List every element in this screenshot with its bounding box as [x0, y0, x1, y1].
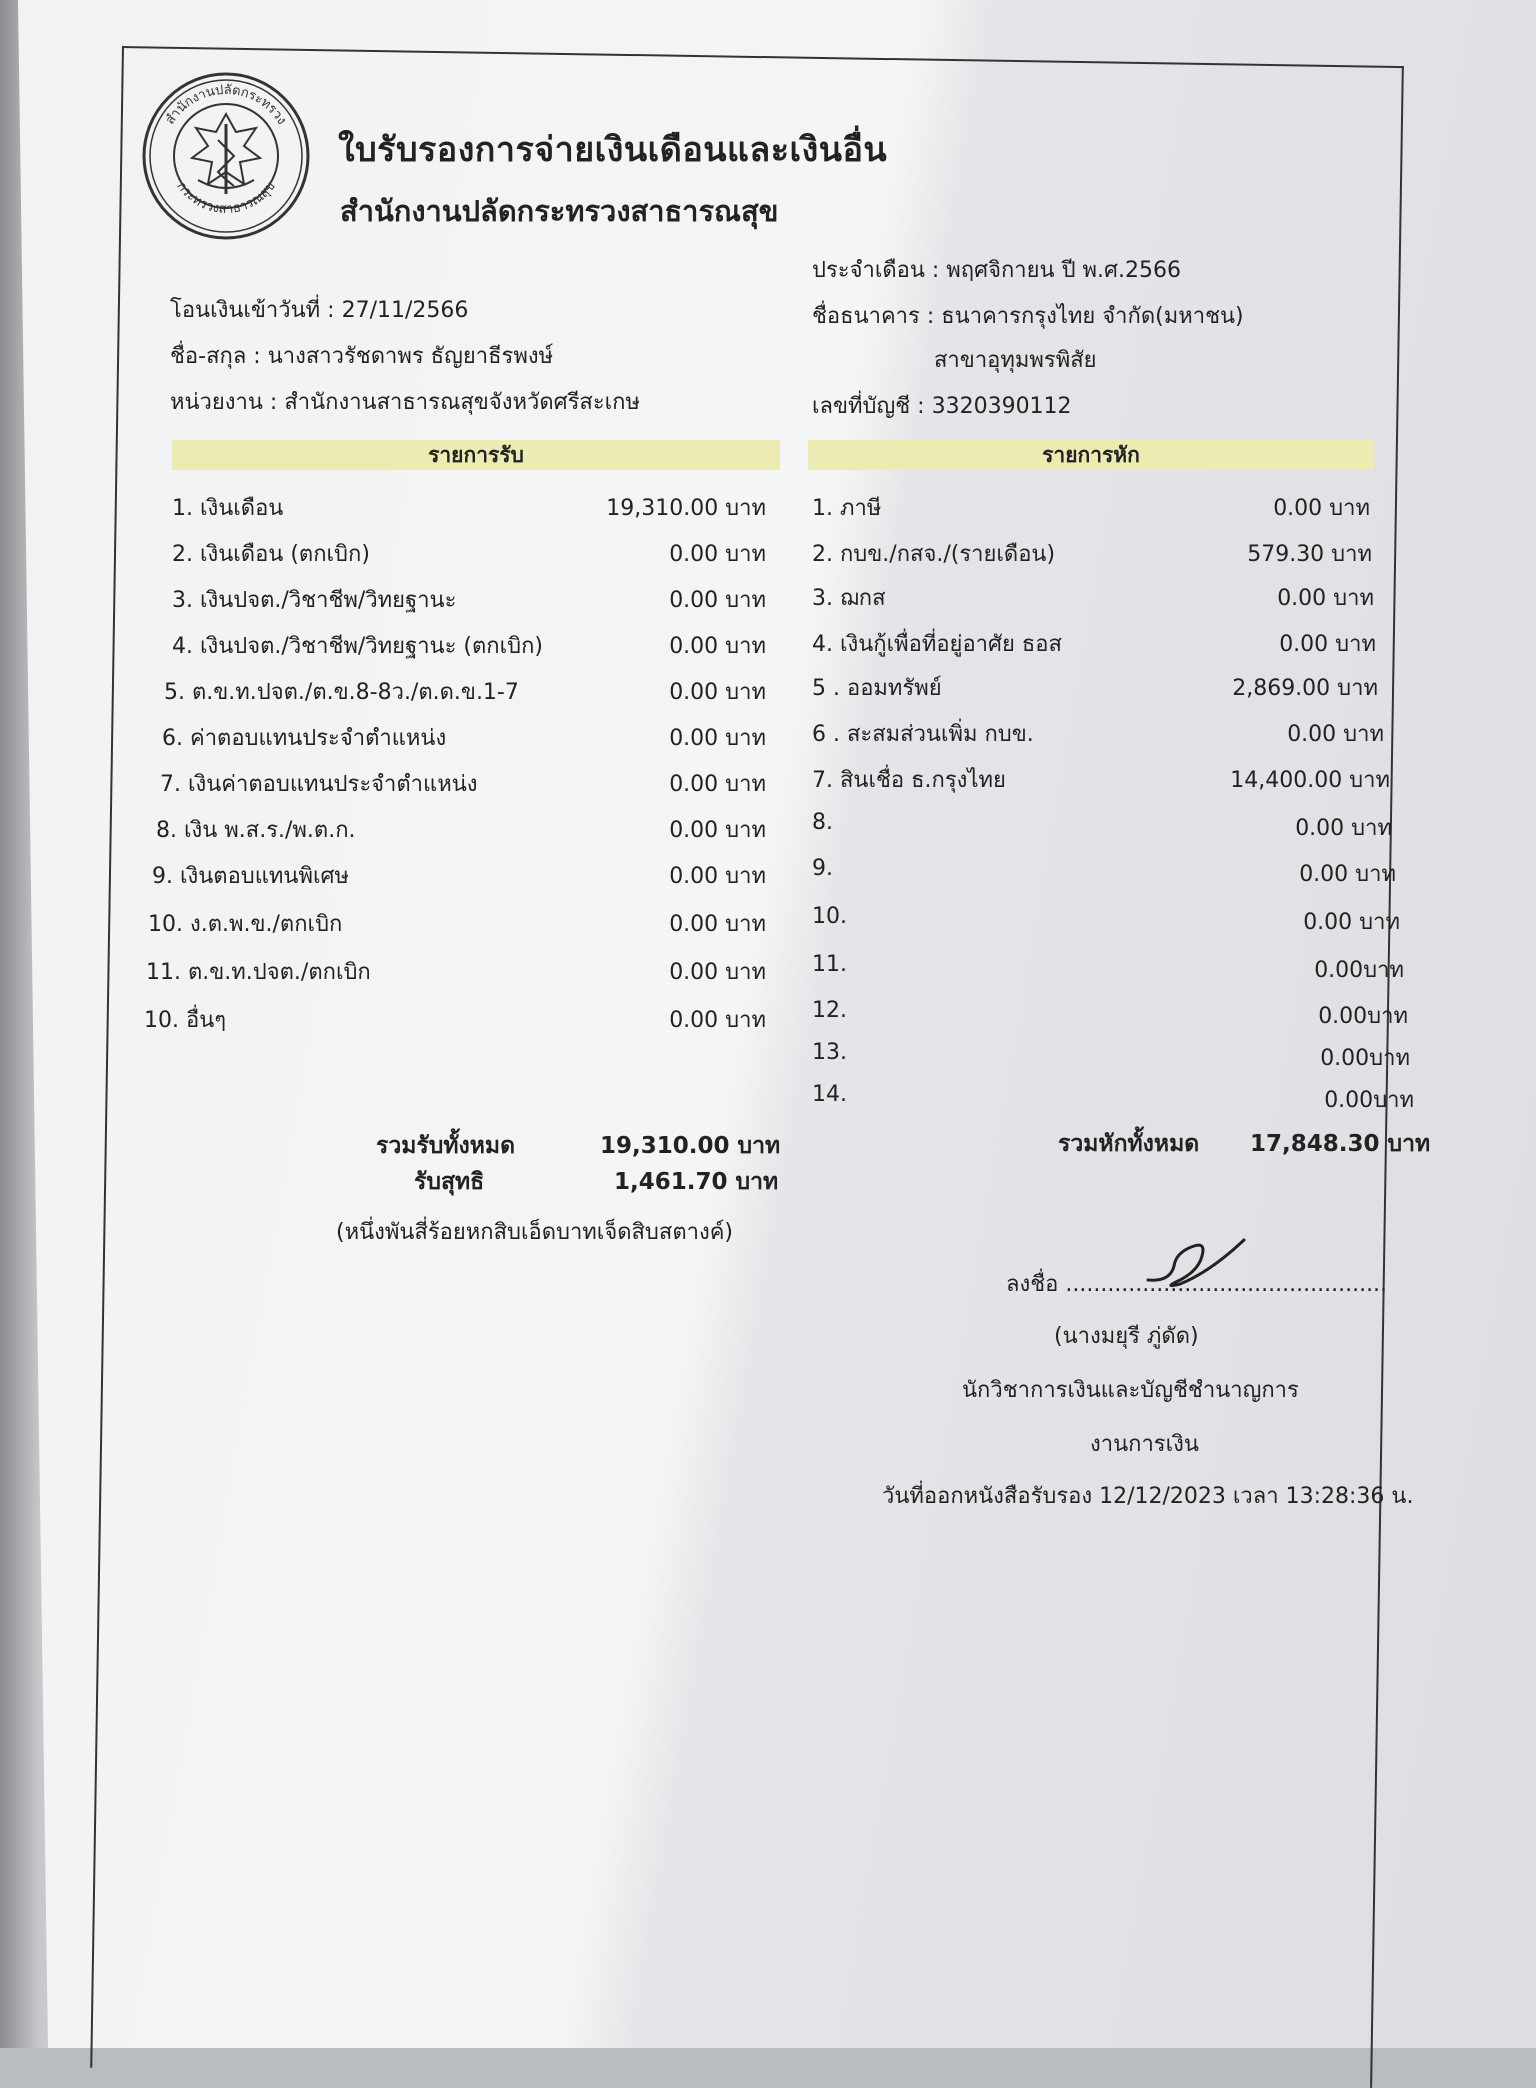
deduction-item-label: 11.	[812, 952, 847, 977]
handwritten-signature	[1140, 1232, 1250, 1292]
income-item-label: 2. เงินเดือน (ตกเบิก)	[172, 542, 370, 567]
net-pay-label: รับสุทธิ	[414, 1169, 485, 1195]
deduction-item-label: 2. กบข./กสจ./(รายเดือน)	[812, 542, 1056, 567]
deduction-item-amount: 0.00 บาท	[1295, 816, 1392, 841]
net-pay-in-words: (หนึ่งพันสี่ร้อยหกสิบเอ็ดบาทเจ็ดสิบสตางค์)	[336, 1220, 734, 1245]
seal-inner-text: กระทรวงสาธารณสุข	[173, 179, 279, 218]
pay-month: ประจำเดือน : พฤศจิกายน ปี พ.ศ.2566	[812, 258, 1181, 283]
deduction-item-label: 1. ภาษี	[812, 496, 882, 521]
deduction-item-amount: 0.00 บาท	[1273, 496, 1370, 521]
deduction-item-amount: 0.00 บาท	[1287, 722, 1384, 747]
deduction-item-amount: 0.00บาท	[1320, 1046, 1410, 1071]
income-item-amount: 0.00 บาท	[669, 588, 766, 613]
deduction-item-label: 5 . ออมทรัพย์	[812, 676, 942, 701]
seal-outer-text: สำนักงานปลัดกระทรวง	[162, 82, 290, 128]
document-subtitle: สำนักงานปลัดกระทรวงสาธารณสุข	[340, 194, 779, 228]
income-item-label: 10. อื่นๆ	[144, 1008, 227, 1033]
deduction-item-amount: 0.00บาท	[1324, 1088, 1414, 1113]
income-item-amount: 0.00 บาท	[669, 726, 766, 751]
income-item-label: 6. ค่าตอบแทนประจำตำแหน่ง	[162, 726, 447, 751]
signer-position: นักวิชาการเงินและบัญชีชำนาญการ	[962, 1378, 1299, 1403]
income-total-label: รวมรับทั้งหมด	[376, 1133, 516, 1159]
income-item-label: 10. ง.ต.พ.ข./ตกเบิก	[148, 912, 343, 937]
document-title: ใบรับรองการจ่ายเงินเดือนและเงินอื่น	[338, 130, 888, 170]
income-item-label: 3. เงินปจต./วิชาชีพ/วิทยฐานะ	[172, 588, 457, 613]
ministry-seal-icon	[140, 70, 312, 242]
income-item-amount: 0.00 บาท	[669, 772, 766, 797]
income-item-label: 11. ต.ข.ท.ปจต./ตกเบิก	[146, 960, 371, 985]
income-item-amount: 0.00 บาท	[669, 818, 766, 843]
income-item-label: 9. เงินตอบแทนพิเศษ	[152, 864, 349, 889]
deduction-item-amount: 0.00 บาท	[1299, 862, 1396, 887]
income-total-amount: 19,310.00 บาท	[600, 1133, 781, 1159]
account-number: เลขที่บัญชี : 3320390112	[812, 394, 1072, 419]
deduction-item-label: 12.	[812, 998, 847, 1023]
signer-name: (นางมยุรี ภู่ดัด)	[1054, 1324, 1199, 1349]
income-item-label: 4. เงินปจต./วิชาชีพ/วิทยฐานะ (ตกเบิก)	[172, 634, 543, 659]
svg-text:สำนักงานปลัดกระทรวง	[163, 83, 289, 128]
deduction-item-amount: 0.00 บาท	[1303, 910, 1400, 935]
income-item-amount: 0.00 บาท	[669, 912, 766, 937]
deduction-total-amount: 17,848.30 บาท	[1250, 1131, 1431, 1157]
deduction-item-label: 9.	[812, 856, 833, 881]
income-item-label: 5. ต.ข.ท.ปจต./ต.ข.8-8ว./ต.ด.ข.1-7	[164, 680, 519, 705]
deduction-item-amount: 0.00 บาท	[1277, 586, 1374, 611]
deduction-item-label: 8.	[812, 810, 833, 835]
deduction-item-amount: 579.30 บาท	[1247, 542, 1372, 567]
deduction-item-label: 7. สินเชื่อ ธ.กรุงไทย	[812, 768, 1006, 793]
deduction-header: รายการหัก	[808, 440, 1374, 470]
employee-unit: หน่วยงาน : สำนักงานสาธารณสุขจังหวัดศรีสะเกษ	[170, 390, 640, 415]
employee-name: ชื่อ-สกุล : นางสาวรัชดาพร ธัญยาธีรพงษ์	[170, 344, 554, 369]
deduction-item-label: 10.	[812, 904, 847, 929]
income-item-amount: 0.00 บาท	[669, 542, 766, 567]
income-item-label: 8. เงิน พ.ส.ร./พ.ต.ก.	[156, 818, 356, 843]
deduction-item-label: 13.	[812, 1040, 847, 1065]
deduction-item-amount: 14,400.00 บาท	[1230, 768, 1390, 793]
net-pay-amount: 1,461.70 บาท	[614, 1169, 779, 1195]
deduction-item-amount: 0.00บาท	[1314, 958, 1404, 983]
deduction-total-label: รวมหักทั้งหมด	[1058, 1131, 1200, 1157]
deduction-item-amount: 0.00 บาท	[1279, 632, 1376, 657]
signature-line: ลงชื่อ ..............................................	[1006, 1272, 1388, 1297]
deduction-item-amount: 0.00บาท	[1318, 1004, 1408, 1029]
deduction-item-amount: 2,869.00 บาท	[1232, 676, 1378, 701]
income-item-amount: 0.00 บาท	[669, 960, 766, 985]
income-item-label: 7. เงินค่าตอบแทนประจำตำแหน่ง	[160, 772, 478, 797]
income-item-amount: 19,310.00 บาท	[606, 496, 766, 521]
issue-datetime: วันที่ออกหนังสือรับรอง 12/12/2023 เวลา 13:28:36 น.	[882, 1484, 1414, 1509]
bank-branch: สาขาอุทุมพรพิสัย	[934, 348, 1097, 373]
income-item-label: 1. เงินเดือน	[172, 496, 284, 521]
income-header: รายการรับ	[172, 440, 780, 470]
deduction-item-label: 3. ฌกส	[812, 586, 886, 611]
bank-name: ชื่อธนาคาร : ธนาคารกรุงไทย จำกัด(มหาชน)	[812, 304, 1244, 329]
income-item-amount: 0.00 บาท	[669, 680, 766, 705]
finance-department: งานการเงิน	[1090, 1432, 1199, 1457]
income-item-amount: 0.00 บาท	[669, 864, 766, 889]
income-item-amount: 0.00 บาท	[669, 1008, 766, 1033]
transfer-date: โอนเงินเข้าวันที่ : 27/11/2566	[170, 298, 469, 323]
deduction-item-label: 6 . สะสมส่วนเพิ่ม กบข.	[812, 722, 1034, 747]
deduction-item-label: 4. เงินกู้เพื่อที่อยู่อาศัย ธอส	[812, 632, 1062, 657]
income-item-amount: 0.00 บาท	[669, 634, 766, 659]
deduction-item-label: 14.	[812, 1082, 847, 1107]
